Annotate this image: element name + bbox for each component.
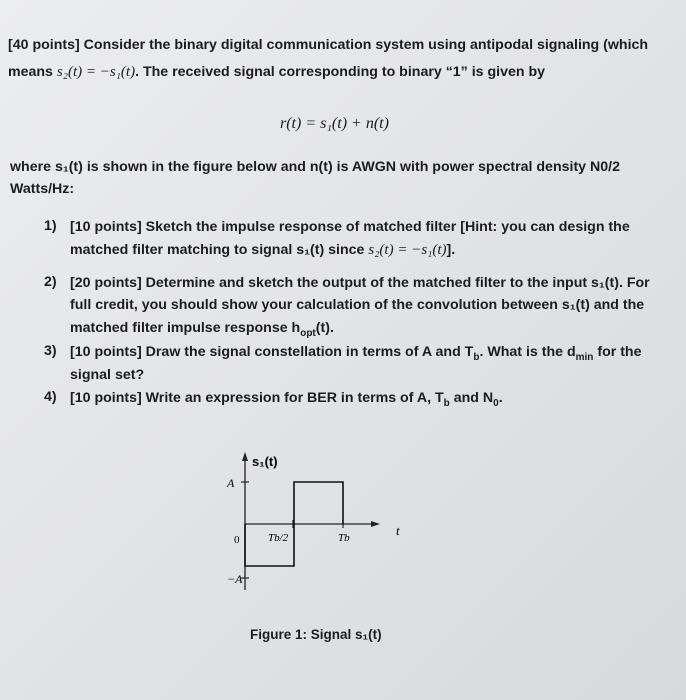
n0-subscript: 0 <box>493 397 499 409</box>
question-1-line-2-end: ]. <box>446 242 456 258</box>
intro-line-1: [40 points] Consider the binary digital communication system using antipodal signaling (which <box>8 37 649 53</box>
question-1-number: 1) <box>44 218 57 234</box>
question-3-line-2: signal set? <box>70 367 145 383</box>
question-4-mid: and N <box>449 390 494 406</box>
intro-means: means <box>8 64 53 80</box>
tick-negA-label: −A <box>227 572 243 586</box>
hopt-subscript: opt <box>300 327 316 339</box>
question-3-number: 3) <box>44 343 57 359</box>
received-signal-equation: r(t) = s₁(t) + n(t) <box>280 115 389 132</box>
figure-caption: Figure 1: Signal s₁(t) <box>250 627 382 642</box>
tick-A-label: A <box>227 476 235 490</box>
question-2-number: 2) <box>44 274 57 290</box>
tb-subscript-2: b <box>443 397 450 409</box>
question-1-math: s₂(t) = −s₁(t) <box>368 242 447 258</box>
question-1-line-2-text: matched filter matching to signal s₁(t) since <box>70 242 365 258</box>
dmin-subscript: min <box>575 351 594 363</box>
question-3-post: for the <box>593 344 642 360</box>
question-2-line-2: full credit, you should show your calculation of the convolution between s₁(t) and the <box>70 297 645 313</box>
tb-subscript: b <box>473 351 480 363</box>
where-line-2: Watts/Hz: <box>10 181 75 197</box>
intro-relation: s₂(t) = −s₁(t) <box>56 64 136 80</box>
tick-zero-label: 0 <box>234 534 240 546</box>
tick-half-label: Tb/2 <box>268 532 289 544</box>
x-axis-label: t <box>396 523 400 538</box>
y-axis-arrow <box>242 452 248 461</box>
question-2-line-3-pre: matched filter impulse response h <box>70 320 301 336</box>
question-1-line-1: [10 points] Sketch the impulse response of matched filter [Hint: you can design the <box>70 219 630 235</box>
question-3-pre: [10 points] Draw the signal constellation in terms of A and T <box>70 344 474 360</box>
question-4-pre: [10 points] Write an expression for BER in terms of A, T <box>70 390 444 406</box>
question-2-line-1: [20 points] Determine and sketch the output of the matched filter to the input s₁(t). For <box>70 275 650 291</box>
question-2-line-3-post: (t). <box>315 320 334 336</box>
x-axis-arrow <box>371 521 380 527</box>
intro-line-2-rest: . The received signal corresponding to binary “1” is given by <box>135 64 546 80</box>
tick-Tb-label: Tb <box>338 532 350 544</box>
where-line-1: where s₁(t) is shown in the figure below and n(t) is AWGN with power spectral density N0/2 <box>10 159 620 175</box>
question-4-number: 4) <box>44 389 57 405</box>
question-4-post: . <box>498 390 503 406</box>
question-3-mid: . What is the d <box>479 344 576 360</box>
y-axis-label: s₁(t) <box>252 454 278 469</box>
